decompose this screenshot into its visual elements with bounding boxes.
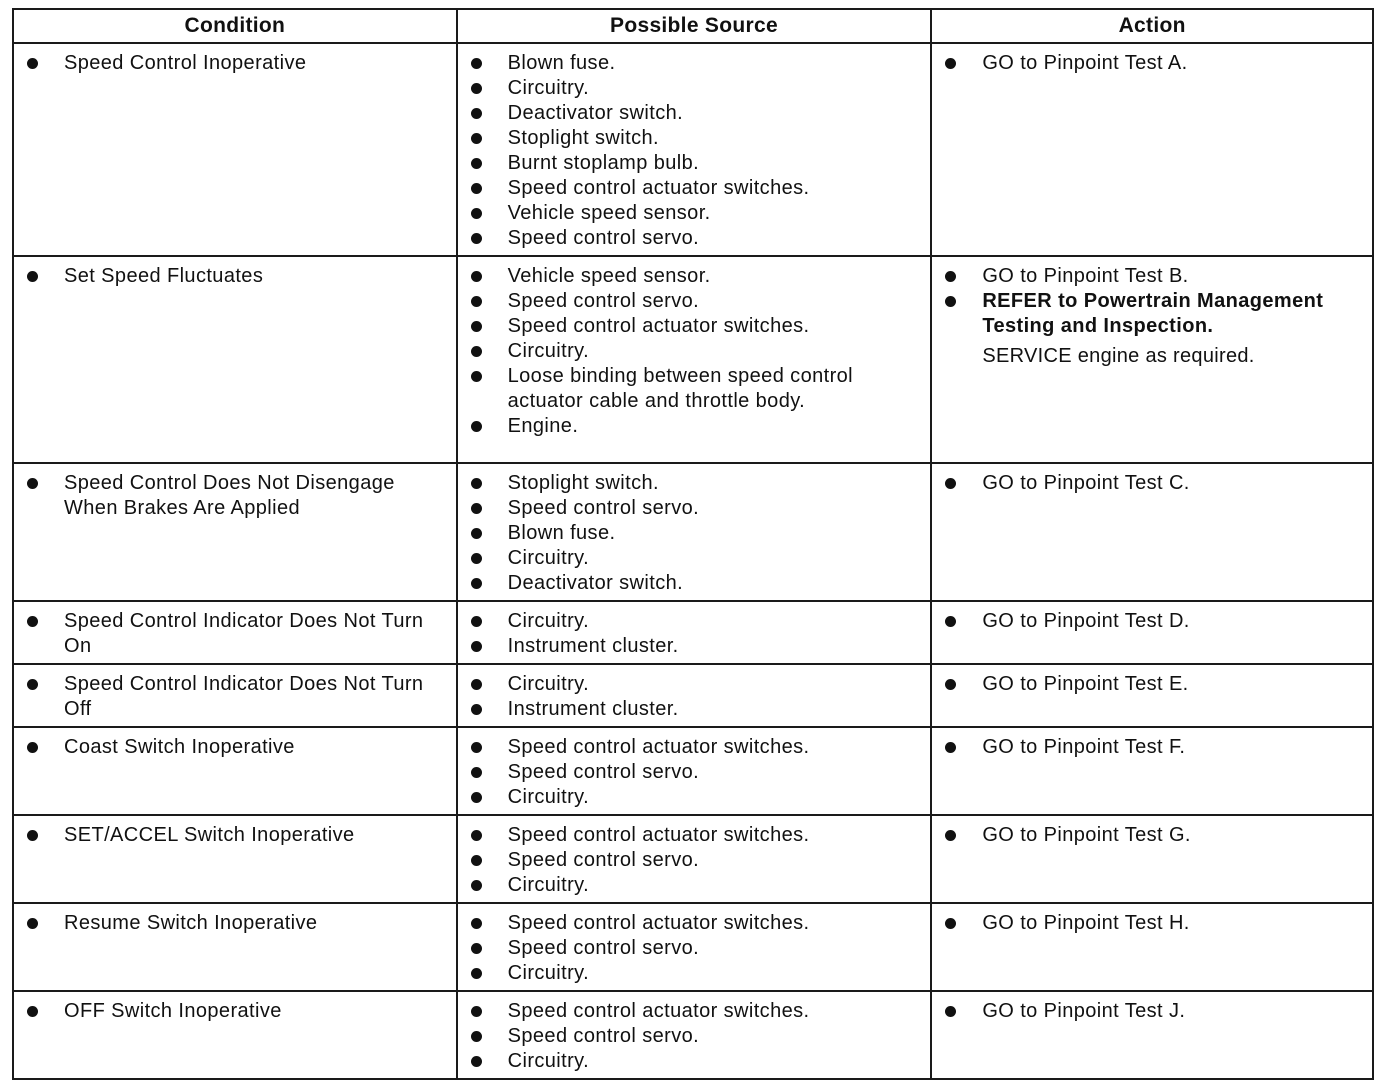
- source-text: Stoplight switch.: [507, 127, 659, 149]
- action-text: REFER to Powertrain Management Testing and Inspection.: [982, 290, 1324, 337]
- source-item: [470, 226, 923, 251]
- bullet-icon: [945, 296, 956, 307]
- bullet-icon: [471, 742, 482, 753]
- source-text: Circuitry.: [507, 77, 590, 99]
- table-row: [13, 991, 1373, 1079]
- bullet-icon: [945, 271, 956, 282]
- source-text: Speed control servo.: [507, 937, 700, 959]
- source-text: Instrument cluster.: [507, 635, 679, 657]
- action-note: SERVICE engine as required.: [982, 345, 1255, 367]
- source-cell: [457, 903, 932, 991]
- source-item: [470, 848, 923, 873]
- bullet-icon: [471, 421, 482, 432]
- condition-cell: [13, 256, 457, 463]
- bullet-icon: [27, 478, 38, 489]
- action-text: GO to Pinpoint Test J.: [982, 1000, 1186, 1022]
- table-row: [13, 903, 1373, 991]
- diagnosis-table: [12, 8, 1374, 1080]
- action-item: [944, 51, 1364, 76]
- bullet-icon: [471, 855, 482, 866]
- condition-item: [26, 823, 448, 848]
- source-text: Speed control actuator switches.: [507, 177, 810, 199]
- condition-text: Speed Control Does Not Disengage When Brakes Are Applied: [64, 472, 395, 519]
- source-item: [470, 546, 923, 571]
- bullet-icon: [471, 679, 482, 690]
- source-item: [470, 961, 923, 986]
- action-item: [944, 672, 1364, 697]
- action-item: [944, 471, 1364, 496]
- bullet-icon: [471, 943, 482, 954]
- table-row: [13, 256, 1373, 463]
- table-row: [13, 43, 1373, 256]
- condition-item: [26, 999, 448, 1024]
- bullet-icon: [471, 346, 482, 357]
- source-cell: [457, 664, 932, 727]
- action-item: [944, 999, 1364, 1024]
- bullet-icon: [27, 58, 38, 69]
- condition-item: [26, 735, 448, 760]
- bullet-icon: [27, 1006, 38, 1017]
- bullet-icon: [471, 478, 482, 489]
- source-text: Circuitry.: [507, 673, 590, 695]
- action-text: GO to Pinpoint Test G.: [982, 824, 1191, 846]
- source-item: [470, 571, 923, 596]
- header-action: Action: [931, 9, 1373, 43]
- action-cell: [931, 727, 1373, 815]
- source-item: [470, 936, 923, 961]
- source-cell: [457, 815, 932, 903]
- source-cell: [457, 601, 932, 664]
- source-text: Deactivator switch.: [507, 102, 684, 124]
- bullet-icon: [471, 183, 482, 194]
- source-cell: [457, 256, 932, 463]
- bullet-icon: [471, 578, 482, 589]
- source-text: Speed control actuator switches.: [507, 315, 810, 337]
- source-item: [470, 873, 923, 898]
- bullet-icon: [27, 616, 38, 627]
- action-text: GO to Pinpoint Test F.: [982, 736, 1186, 758]
- bullet-icon: [471, 553, 482, 564]
- bullet-icon: [471, 296, 482, 307]
- action-item: [944, 911, 1364, 936]
- bullet-icon: [471, 792, 482, 803]
- source-cell: [457, 43, 932, 256]
- condition-text: Speed Control Inoperative: [64, 52, 307, 74]
- bullet-icon: [471, 704, 482, 715]
- action-cell: [931, 601, 1373, 664]
- source-text: Speed control actuator switches.: [507, 912, 810, 934]
- bullet-icon: [471, 158, 482, 169]
- condition-item: [26, 51, 448, 76]
- source-text: Circuitry.: [507, 340, 590, 362]
- condition-text: Set Speed Fluctuates: [64, 265, 264, 287]
- source-item: [470, 76, 923, 101]
- action-cell: [931, 463, 1373, 601]
- bullet-icon: [471, 1056, 482, 1067]
- source-text: Circuitry.: [507, 786, 590, 808]
- condition-text: Coast Switch Inoperative: [64, 736, 295, 758]
- source-item: [470, 634, 923, 659]
- table-row: [13, 815, 1373, 903]
- source-text: Circuitry.: [507, 962, 590, 984]
- action-cell: [931, 664, 1373, 727]
- source-item: [470, 911, 923, 936]
- table-row: [13, 463, 1373, 601]
- header-condition: Condition: [13, 9, 457, 43]
- source-item: [470, 785, 923, 810]
- bullet-icon: [27, 918, 38, 929]
- condition-text: Speed Control Indicator Does Not Turn Off: [64, 673, 424, 720]
- condition-text: Speed Control Indicator Does Not Turn On: [64, 610, 424, 657]
- bullet-icon: [945, 58, 956, 69]
- source-item: [470, 314, 923, 339]
- header-row: [13, 9, 1373, 43]
- condition-item: [26, 609, 448, 659]
- source-text: Circuitry.: [507, 874, 590, 896]
- source-item: [470, 823, 923, 848]
- bullet-icon: [471, 641, 482, 652]
- source-item: [470, 201, 923, 226]
- condition-cell: [13, 601, 457, 664]
- source-item: [470, 999, 923, 1024]
- condition-cell: [13, 43, 457, 256]
- source-item: [470, 760, 923, 785]
- source-item: [470, 264, 923, 289]
- source-text: Speed control servo.: [507, 761, 700, 783]
- bullet-icon: [471, 108, 482, 119]
- source-item: [470, 339, 923, 364]
- table-row: [13, 601, 1373, 664]
- bullet-icon: [27, 271, 38, 282]
- bullet-icon: [27, 679, 38, 690]
- source-text: Blown fuse.: [507, 522, 616, 544]
- source-text: Blown fuse.: [507, 52, 616, 74]
- table-row: [13, 664, 1373, 727]
- condition-text: OFF Switch Inoperative: [64, 1000, 282, 1022]
- source-text: Speed control actuator switches.: [507, 736, 810, 758]
- bullet-icon: [471, 918, 482, 929]
- condition-cell: [13, 664, 457, 727]
- action-cell: [931, 903, 1373, 991]
- source-text: Stoplight switch.: [507, 472, 659, 494]
- action-text: GO to Pinpoint Test B.: [982, 265, 1189, 287]
- condition-item: [26, 264, 448, 289]
- source-item: [470, 609, 923, 634]
- source-text: Circuitry.: [507, 1050, 590, 1072]
- bullet-icon: [471, 528, 482, 539]
- source-text: Instrument cluster.: [507, 698, 679, 720]
- source-text: Speed control servo.: [507, 1025, 700, 1047]
- source-text: Circuitry.: [507, 547, 590, 569]
- action-text: GO to Pinpoint Test H.: [982, 912, 1190, 934]
- condition-item: [26, 471, 448, 521]
- source-cell: [457, 463, 932, 601]
- source-item: [470, 101, 923, 126]
- bullet-icon: [471, 133, 482, 144]
- header-possible-source: Possible Source: [457, 9, 932, 43]
- action-item: [944, 289, 1364, 339]
- source-text: Engine.: [507, 415, 579, 437]
- source-item: [470, 151, 923, 176]
- action-cell: [931, 256, 1373, 463]
- source-item: [470, 471, 923, 496]
- source-cell: [457, 991, 932, 1079]
- bullet-icon: [471, 208, 482, 219]
- source-item: [470, 521, 923, 546]
- action-cell: [931, 43, 1373, 256]
- source-text: Speed control actuator switches.: [507, 1000, 810, 1022]
- condition-cell: [13, 903, 457, 991]
- source-item: [470, 735, 923, 760]
- source-text: Vehicle speed sensor.: [507, 202, 711, 224]
- bullet-icon: [27, 830, 38, 841]
- condition-cell: [13, 815, 457, 903]
- source-text: Speed control actuator switches.: [507, 824, 810, 846]
- action-text: GO to Pinpoint Test E.: [982, 673, 1189, 695]
- bullet-icon: [945, 478, 956, 489]
- source-item: [470, 1024, 923, 1049]
- action-cell: [931, 991, 1373, 1079]
- source-item: [470, 176, 923, 201]
- source-text: Vehicle speed sensor.: [507, 265, 711, 287]
- source-item: [470, 496, 923, 521]
- bullet-icon: [471, 83, 482, 94]
- bullet-icon: [27, 742, 38, 753]
- source-item: [470, 51, 923, 76]
- source-text: Circuitry.: [507, 610, 590, 632]
- source-item: [470, 697, 923, 722]
- table-row: [13, 727, 1373, 815]
- bullet-icon: [945, 742, 956, 753]
- source-text: Speed control servo.: [507, 227, 700, 249]
- bullet-icon: [471, 616, 482, 627]
- condition-cell: [13, 463, 457, 601]
- action-text: GO to Pinpoint Test A.: [982, 52, 1188, 74]
- action-item: [944, 823, 1364, 848]
- bullet-icon: [471, 503, 482, 514]
- source-text: Burnt stoplamp bulb.: [507, 152, 700, 174]
- condition-item: [26, 672, 448, 722]
- source-text: Loose binding between speed control actuator cable and throttle body.: [507, 365, 853, 412]
- bullet-icon: [471, 233, 482, 244]
- action-text: GO to Pinpoint Test C.: [982, 472, 1190, 494]
- condition-text: Resume Switch Inoperative: [64, 912, 318, 934]
- bullet-icon: [471, 58, 482, 69]
- action-item: [944, 609, 1364, 634]
- bullet-icon: [945, 830, 956, 841]
- source-item: [470, 1049, 923, 1074]
- source-item: [470, 126, 923, 151]
- bullet-icon: [471, 767, 482, 778]
- source-text: Deactivator switch.: [507, 572, 684, 594]
- source-text: Speed control servo.: [507, 290, 700, 312]
- bullet-icon: [471, 271, 482, 282]
- bullet-icon: [471, 371, 482, 382]
- bullet-icon: [471, 880, 482, 891]
- source-item: [470, 364, 923, 414]
- condition-text: SET/ACCEL Switch Inoperative: [64, 824, 355, 846]
- bullet-icon: [945, 1006, 956, 1017]
- bullet-icon: [945, 918, 956, 929]
- source-item: [470, 414, 923, 439]
- bullet-icon: [945, 616, 956, 627]
- bullet-icon: [471, 321, 482, 332]
- condition-cell: [13, 991, 457, 1079]
- action-item: [944, 735, 1364, 760]
- source-item: [470, 672, 923, 697]
- action-item: [944, 264, 1364, 289]
- bullet-icon: [945, 679, 956, 690]
- source-text: Speed control servo.: [507, 497, 700, 519]
- source-cell: [457, 727, 932, 815]
- condition-item: [26, 911, 448, 936]
- action-text: GO to Pinpoint Test D.: [982, 610, 1190, 632]
- bullet-icon: [471, 1006, 482, 1017]
- bullet-icon: [471, 830, 482, 841]
- bullet-icon: [471, 1031, 482, 1042]
- bullet-icon: [471, 968, 482, 979]
- source-text: Speed control servo.: [507, 849, 700, 871]
- condition-cell: [13, 727, 457, 815]
- action-cell: [931, 815, 1373, 903]
- source-item: [470, 289, 923, 314]
